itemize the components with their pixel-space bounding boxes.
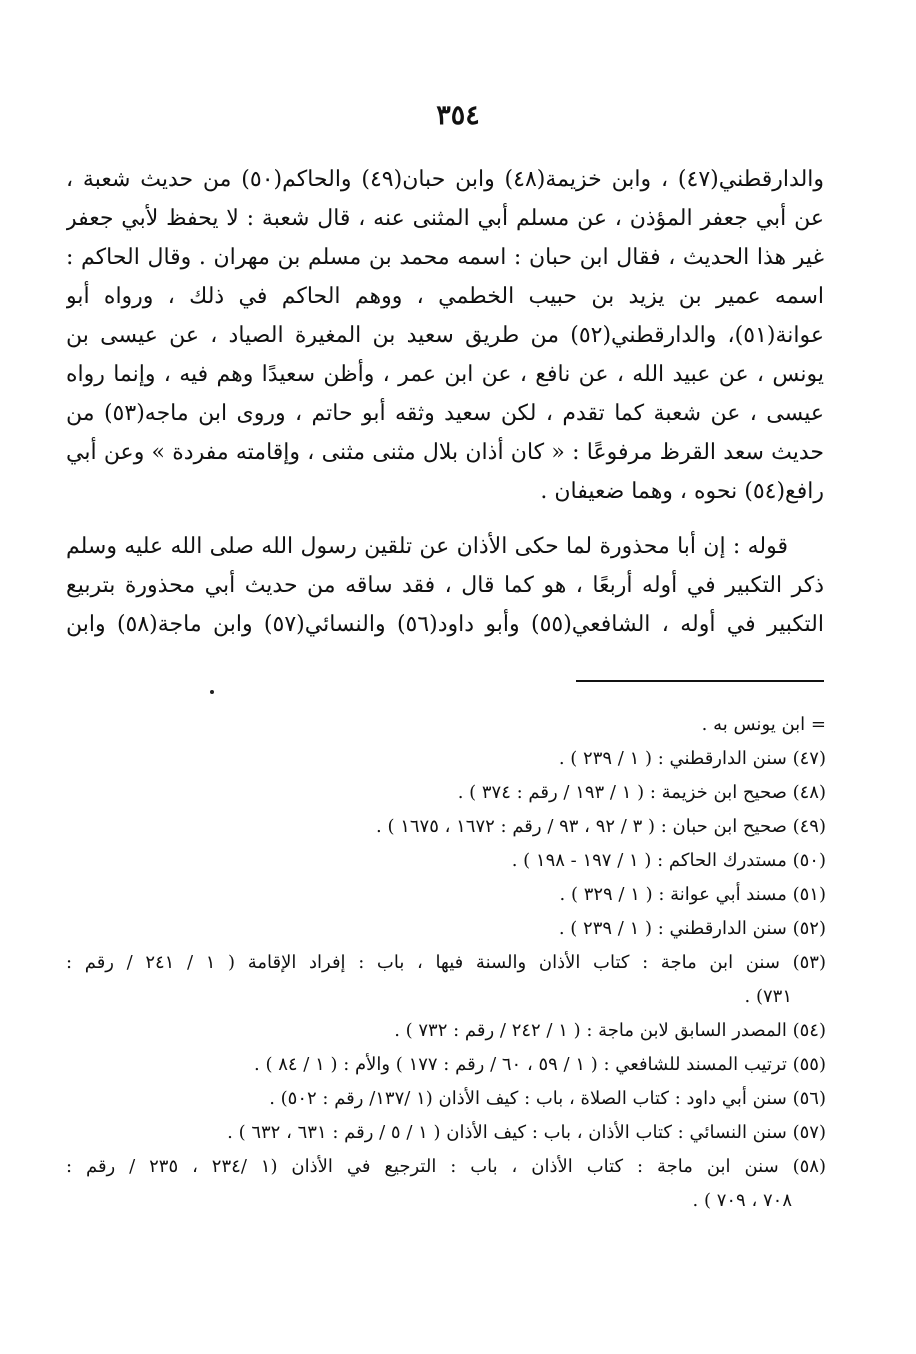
text-line: يونس ، عن عبيد الله ، عن نافع ، عن ابن عمر ، وأظن سعيدًا وهم فيه ، وإنما رواه	[66, 362, 824, 387]
print-mark	[210, 690, 214, 694]
footnote: (٥٣) سنن ابن ماجة : كتاب الأذان والسنة فيها ، باب : إفراد الإقامة ( ١ / ٢٤١ / رقم :	[66, 952, 826, 973]
text-line: رافع(٥٤) نحوه ، وهما ضعيفان .	[540, 479, 824, 504]
footnotes	[66, 708, 826, 1218]
text-line: غير هذا الحديث ، فقال ابن حبان : اسمه محمد بن مسلم بن مهران . وقال الحاكم :	[66, 245, 824, 270]
paragraph	[66, 160, 824, 511]
paragraph	[66, 527, 824, 644]
footnote: (٥٢) سنن الدارقطني : ( ١ / ٢٣٩ ) .	[558, 918, 826, 939]
text-line: التكبير في أوله ، الشافعي(٥٥) وأبو داود(٥٦) والنسائي(٥٧) وابن ماجة(٥٨) وابن	[66, 612, 824, 637]
text-line: عيسى ، عن شعبة كما تقدم ، لكن سعيد وثقه أبو حاتم ، وروى ابن ماجه(٥٣) من	[66, 401, 824, 426]
footnote: (٤٩) صحيح ابن حبان : ( ٣ / ٩٢ ، ٩٣ / رقم : ١٦٧٢ ، ١٦٧٥ ) .	[376, 816, 826, 837]
footnote: = ابن يونس به .	[701, 714, 826, 735]
text-line: والدارقطني(٤٧) ، وابن خزيمة(٤٨) وابن حبان(٤٩) والحاكم(٥٠) من حديث شعبة ،	[66, 167, 824, 192]
text-line: عن أبي جعفر المؤذن ، عن مسلم أبي المثنى عنه ، قال شعبة : لا يحفظ لأبي جعفر	[66, 206, 824, 231]
footnote-divider	[576, 680, 824, 682]
text-line: عوانة(٥١)، والدارقطني(٥٢) من طريق سعيد بن المغيرة الصياد ، عن عيسى بن	[66, 323, 824, 348]
footnote: (٥١) مسند أبي عوانة : ( ١ / ٣٢٩ ) .	[559, 884, 826, 905]
footnote: (٤٨) صحيح ابن خزيمة : ( ١ / ١٩٣ / رقم : ٣٧٤ ) .	[457, 782, 826, 803]
footnote-continuation: ٧٠٨ ، ٧٠٩ ) .	[692, 1190, 792, 1211]
text-line: حديث سعد القرظ مرفوعًا : « كان أذان بلال مثنى مثنى ، وإقامته مفردة » وعن أبي	[66, 440, 824, 465]
footnote-continuation: ٧٣١) .	[744, 986, 792, 1007]
text-line: ذكر التكبير في أوله أربعًا ، هو كما قال ، فقد ساقه من حديث أبي محذورة بتربيع	[66, 573, 824, 598]
footnote: (٤٧) سنن الدارقطني : ( ١ / ٢٣٩ ) .	[558, 748, 826, 769]
page-number: ٣٥٤	[436, 100, 480, 131]
footnote: (٥٤) المصدر السابق لابن ماجة : ( ١ / ٢٤٢ / رقم : ٧٣٢ ) .	[394, 1020, 826, 1041]
footnote: (٥٠) مستدرك الحاكم : ( ١ / ١٩٧ - ١٩٨ ) .	[511, 850, 826, 871]
footnote: (٥٥) ترتيب المسند للشافعي : ( ١ / ٥٩ ، ٦٠ / رقم : ١٧٧ ) والأم : ( ١ / ٨٤ ) .	[254, 1054, 826, 1075]
text-line: قوله : إن أبا محذورة لما حكى الأذان عن تلقين رسول الله صلى الله عليه وسلم	[66, 534, 788, 559]
footnote: (٥٦) سنن أبي داود : كتاب الصلاة ، باب : كيف الأذان (١ /١٣٧/ رقم : ٥٠٢) .	[269, 1088, 826, 1109]
footnote: (٥٨) سنن ابن ماجة : كتاب الأذان ، باب : الترجيع في الأذان (١ /٢٣٤ ، ٢٣٥ / رقم :	[66, 1156, 826, 1177]
text-line: اسمه عمير بن يزيد بن حبيب الخطمي ، ووهم الحاكم في ذلك ، ورواه أبو	[66, 284, 824, 309]
footnote: (٥٧) سنن النسائي : كتاب الأذان ، باب : كيف الأذان ( ١ / ٥ / رقم : ٦٣١ ، ٦٣٢ ) .	[227, 1122, 826, 1143]
main-text	[66, 160, 824, 644]
